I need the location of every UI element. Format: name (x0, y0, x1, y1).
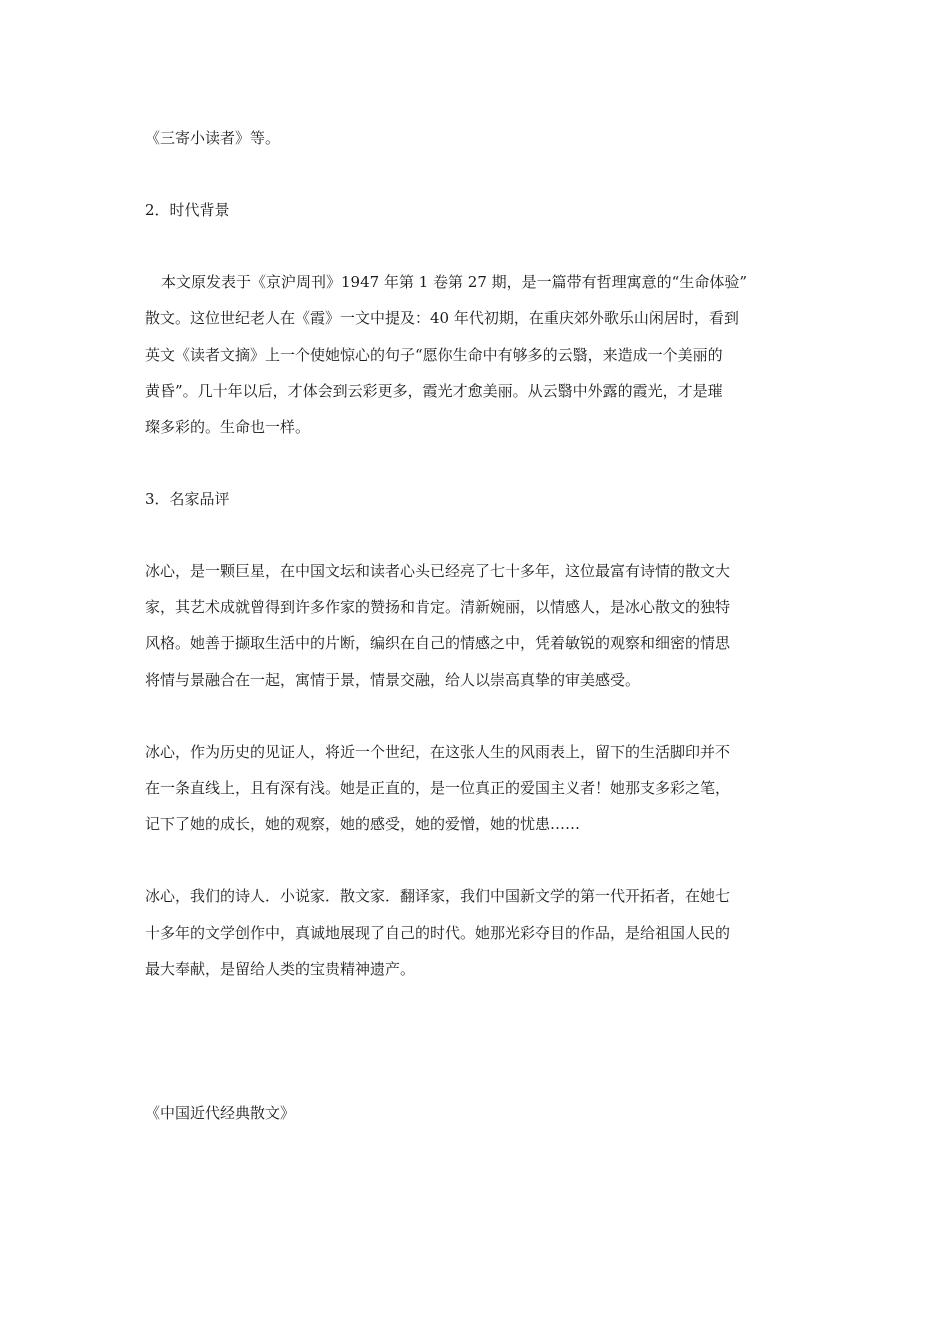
top-line: 《三寄小读者》等。 (145, 129, 281, 147)
paragraph-line: 最大奉献，是留给人类的宝贵精神遗产。 (145, 960, 416, 978)
paragraph-line: 冰心，作为历史的见证人，将近一个世纪，在这张人生的风雨表上，留下的生活脚印并不 (145, 743, 731, 761)
paragraph-line: 散文。这位世纪老人在《霞》一文中提及：40 年代初期，在重庆郊外歌乐山闲居时，看到 (145, 309, 739, 327)
section-3-heading: 3．名家品评 (145, 490, 230, 508)
paragraph-line: 黄昏”。几十年以后，才体会到云彩更多，霞光才愈美丽。从云翳中外露的霞光，才是璀 (145, 382, 723, 400)
paragraph-line: 家，其艺术成就曾得到许多作家的赞扬和肯定。清新婉丽，以情感人，是冰心散文的独特 (145, 598, 731, 616)
paragraph-line: 冰心，我们的诗人．小说家．散文家．翻译家，我们中国新文学的第一代开拓者，在她七 (145, 887, 731, 905)
paragraph-line: 将情与景融合在一起，寓情于景，情景交融，给人以崇高真挚的审美感受。 (145, 671, 641, 689)
section-2-heading: 2．时代背景 (145, 201, 230, 219)
paragraph-line: 风格。她善于撷取生活中的片断，编织在自己的情感之中，凭着敏锐的观察和细密的情思 (145, 634, 731, 652)
source-title: 《中国近代经典散文》 (145, 1104, 296, 1122)
paragraph-line: 本文原发表于《京沪周刊》1947 年第 1 卷第 27 期，是一篇带有哲理寓意的“生命体验” (161, 273, 747, 291)
paragraph-line: 十多年的文学创作中，真诚地展现了自己的时代。她那光彩夺目的作品，是给祖国人民的 (145, 924, 731, 942)
paragraph-line: 冰心，是一颗巨星，在中国文坛和读者心头已经亮了七十多年，这位最富有诗情的散文大 (145, 562, 731, 580)
paragraph-line: 在一条直线上，且有深有浅。她是正直的，是一位真正的爱国主义者！她那支多彩之笔， (145, 779, 731, 797)
paragraph-line: 记下了她的成长，她的观察，她的感受，她的爱憎，她的忧患…… (145, 815, 581, 833)
paragraph-line: 璨多彩的。生命也一样。 (145, 418, 311, 436)
paragraph-line: 英文《读者文摘》上一个使她惊心的句子“愿你生命中有够多的云翳，来造成一个美丽的 (145, 346, 723, 364)
